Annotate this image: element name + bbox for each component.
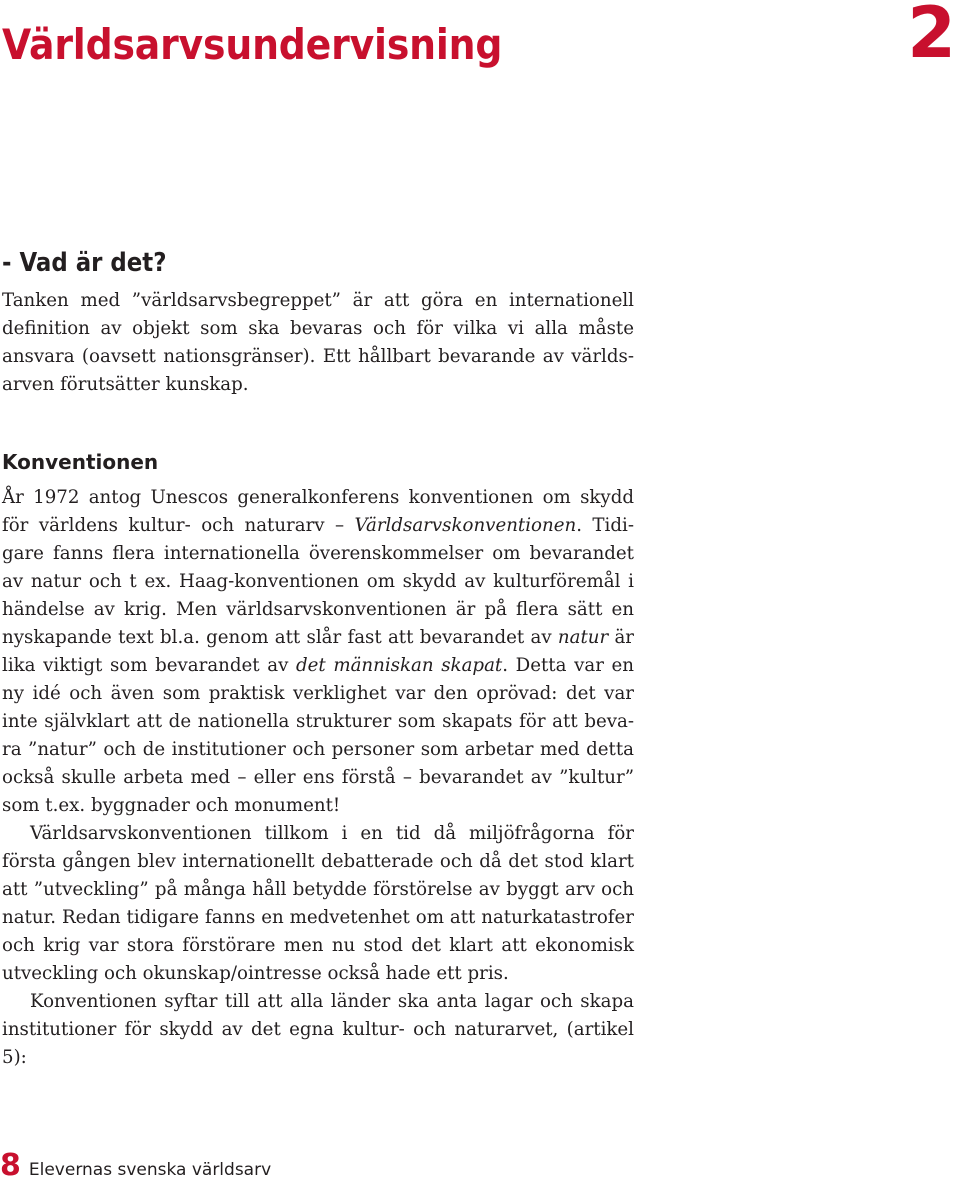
emphasis-konvention: Världsarvskonventionen: [354, 515, 577, 536]
konventionen-paragraph-2: Världsarvskonventionen tillkom i en tid då miljöfrågorna för första gången blev internationellt debatterade och då det stod klart att ”utveckling” på många håll betydde förstörelse av byggt arv och natur. Redan tidigare fanns en medvetenhet om att naturkatastrofer och krig var stora förstörare men nu stod det klart att ekonomisk utveckling och okunskap/ointresse också hade ett pris.: [2, 823, 634, 984]
text-run: År 1972 antog Unescos generalkonferens konventionen om skydd för världens kultur- och naturarv –: [2, 487, 634, 536]
intro-paragraph: Tanken med ”världsarvsbegreppet” är att göra en internationell definition av objekt som ska bevaras och för vilka vi alla måste ansvara (oavsett nationsgränser). Ett hållbart bevarande av världsarven förutsätter kunskap.: [2, 290, 634, 395]
chapter-number: 2: [907, 0, 956, 74]
emphasis-manniskan: det människan skapat: [296, 655, 503, 676]
section-subtitle: - Vad är det?: [2, 248, 167, 278]
footer-book-title: Elevernas svenska världsarv: [28, 1160, 272, 1180]
text-run: är lika viktigt som bevarandet av: [2, 627, 634, 676]
page-title: Världsarvsundervisning: [2, 20, 503, 69]
text-run: . Detta var en ny idé och även som praktisk verklighet var den oprövad: det var inte självklart att de nationella strukturer som skapats för att bevara ”natur” och de institutioner och personer som arbetar med detta också skulle arbeta med – eller ens förstå – bevarandet av ”kultur” som t.ex. byggnader och monument!: [2, 655, 634, 816]
konventionen-heading: Konventionen: [2, 450, 159, 474]
text-run: . Tidigare fanns flera internationella överenskommelser om bevarandet av natur och t ex. Haag-konventionen om skydd av kulturföremål i händelse av krig. Men världsarvskonventionen är på flera sätt en nyskapande text bl.a. genom att slår fast att bevarandet av: [2, 515, 634, 648]
footer-page-number: 8: [0, 1148, 21, 1183]
emphasis-natur: natur: [557, 627, 609, 648]
konventionen-paragraph-1: [2, 484, 634, 820]
konventionen-paragraph-3: Konventionen syftar till att alla länder ska anta lagar och skapa institutioner för skydd av det egna kultur- och naturarvet, (artikel 5):: [2, 991, 634, 1068]
